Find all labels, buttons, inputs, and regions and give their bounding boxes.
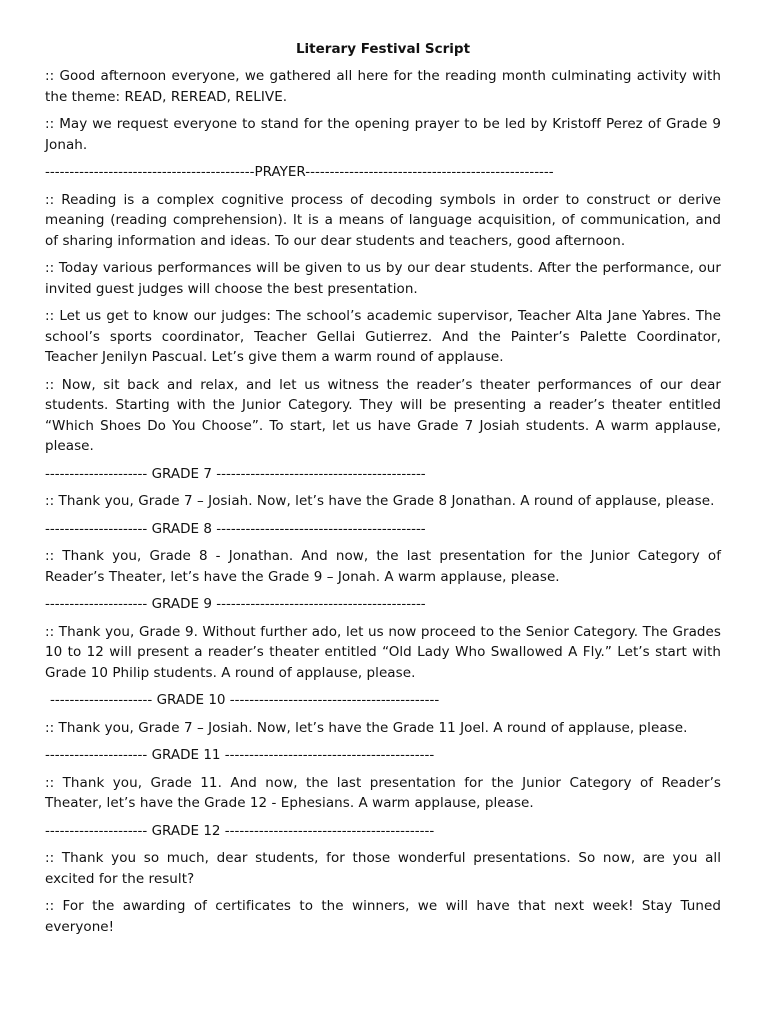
- paragraph-reading-definition: :: Reading is a complex cognitive process of decoding symbols in order to construct or derive meaning (reading comprehension). It is a means of language acquisition, of communication, and of sharing information and ideas. To our dear students and teachers, good afternoon.: [45, 191, 721, 249]
- paragraph-thanks-grade-8: :: Thank you, Grade 8 - Jonathan. And now, the last presentation for the Junior Category of Reader’s Theater, let’s have the Grade 9 – Jonah. A warm applause, please.: [45, 548, 721, 585]
- paragraph-judges: :: Let us get to know our judges: The school’s academic supervisor, Teacher Alta Jane Yabres. The school’s sports coordinator, Teacher Gellai Gutierrez. And the Painter’s Palette Coordinator, Teacher Jenilyn Pascual. Let’s give them a warm round of applause.: [45, 308, 721, 365]
- paragraph-junior-category: :: Now, sit back and relax, and let us witness the reader’s theater performances of our dear students. Starting with the Junior Category. They will be presenting a reader’s theater entitled “Which Shoes Do You Choose”. To start, let us have Grade 7 Josiah students. A warm applause, please.: [45, 376, 721, 454]
- divider-grade-11: --------------------- GRADE 11 -------------------------------------------: [45, 747, 435, 763]
- paragraph-welcome: :: Good afternoon everyone, we gathered all here for the reading month culminating activity with the theme: READ, REREAD, RELIVE.: [45, 68, 721, 105]
- paragraph-thanks-grade-11: :: Thank you, Grade 11. And now, the last presentation for the Junior Category of Reader’s Theater, let’s have the Grade 12 - Ephesians. A warm applause, please.: [45, 774, 721, 811]
- paragraph-thanks-grade-10: :: Thank you, Grade 7 – Josiah. Now, let’s have the Grade 11 Joel. A round of applause, please.: [45, 719, 688, 736]
- page-title: Literary Festival Script: [295, 41, 471, 57]
- document-page: [45, 38, 721, 944]
- paragraph-performances: :: Today various performances will be given to us by our dear students. After the performance, our invited guest judges will choose the best presentation.: [45, 260, 721, 297]
- divider-grade-9: --------------------- GRADE 9 -------------------------------------------: [45, 596, 426, 612]
- divider-grade-7: --------------------- GRADE 7 -------------------------------------------: [45, 465, 426, 482]
- paragraph-opening-prayer: :: May we request everyone to stand for the opening prayer to be led by Kristoff Perez of Grade 9 Jonah.: [45, 116, 721, 153]
- divider-grade-10: --------------------- GRADE 10 -------------------------------------------: [50, 692, 440, 708]
- divider-grade-12: --------------------- GRADE 12 -------------------------------------------: [45, 822, 435, 839]
- paragraph-thanks-grade-7: :: Thank you, Grade 7 – Josiah. Now, let’s have the Grade 8 Jonathan. A round of applause, please.: [45, 493, 715, 509]
- paragraph-senior-category: :: Thank you, Grade 9. Without further ado, let us now proceed to the Senior Category. The Grades 10 to 12 will present a reader’s theater entitled “Old Lady Who Swallowed A Fly.” Let’s start with Grade 10 Philip students. A round of applause, please.: [45, 623, 721, 681]
- paragraph-awarding: :: For the awarding of certificates to the winners, we will have that next week! Stay Tuned everyone!: [45, 898, 721, 935]
- paragraph-closing-thanks: :: Thank you so much, dear students, for those wonderful presentations. So now, are you all excited for the result?: [45, 850, 721, 887]
- divider-grade-8: --------------------- GRADE 8 -------------------------------------------: [45, 520, 426, 537]
- divider-prayer: -------------------------------------------PRAYER---------------------------------------------------: [45, 164, 554, 180]
